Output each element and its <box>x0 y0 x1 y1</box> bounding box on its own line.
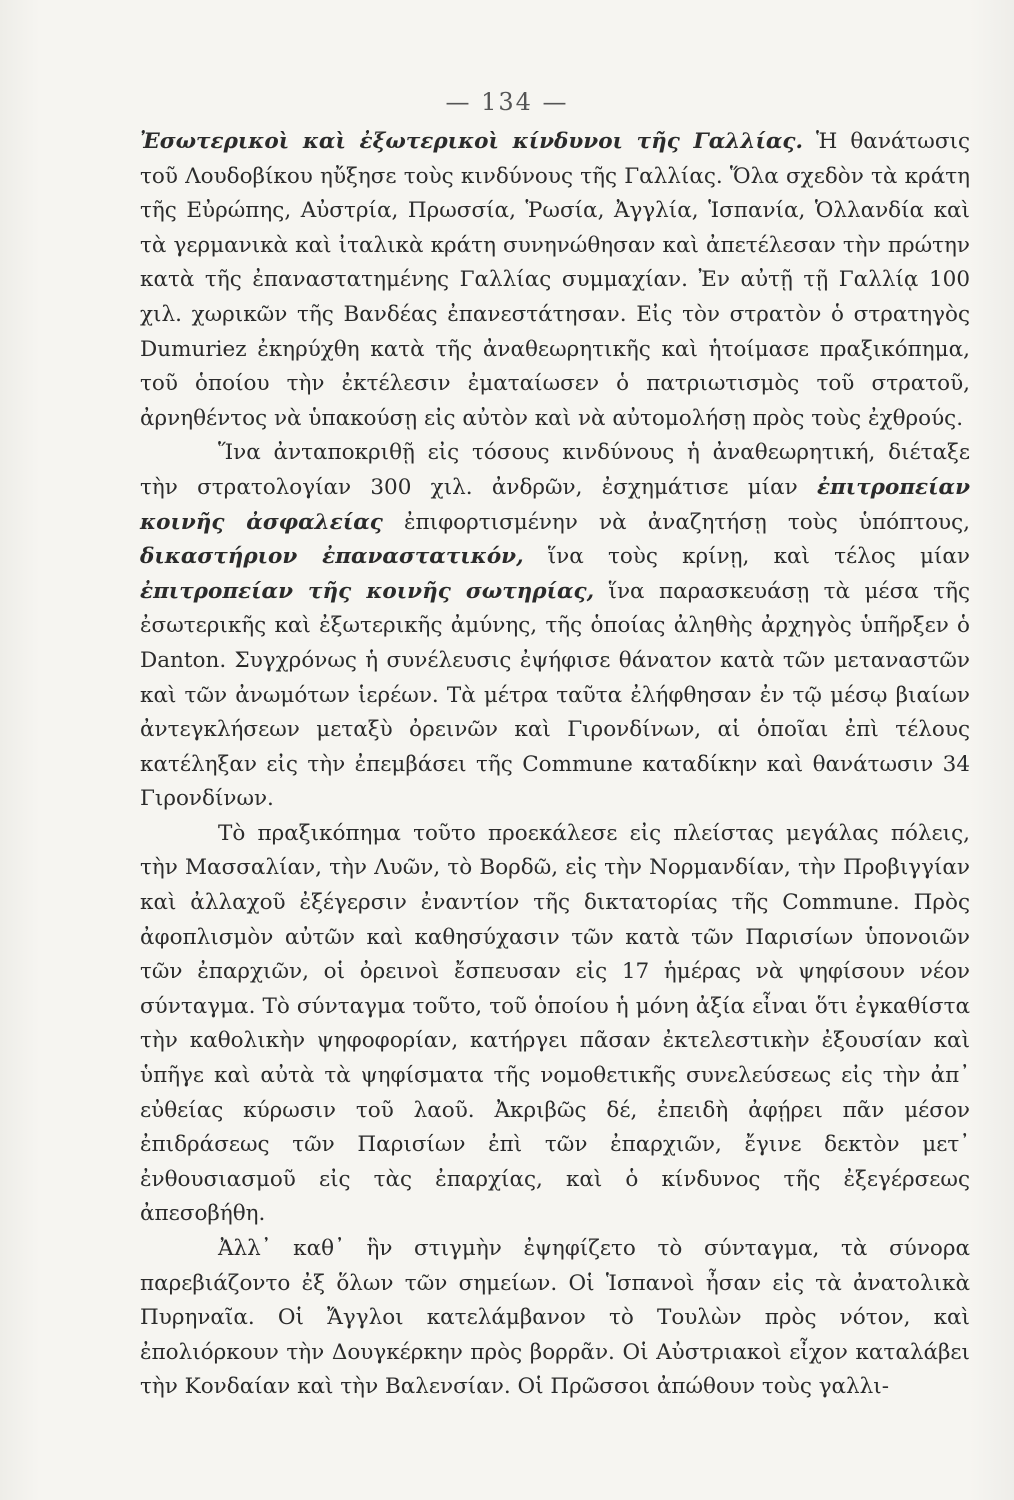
text-run: ἵνα παρασκευάσῃ τὰ μέσα τῆς ἐσωτερικῆς καὶ ἐξωτερικῆς ἀμύνης, τῆς ὁποίας ἀληθὴς ἀρχηγὸς ὑπῆρξεν ὁ Danton. Συγχρόνως ἡ συνέλευσις ἐψήφισε θάνατον κατὰ τῶν μεταναστῶν καὶ τῶν ἀνωμότων ἱερέων. Τὰ μέτρα ταῦτα ἐλήφθησαν ἐν τῷ μέσῳ βιαίων ἀντεγκλήσεων μεταξὺ ὀρεινῶν καὶ Γιρονδίνων, αἱ ὁποῖαι ἐπὶ τέλους κατέληξαν εἰς τὴν ἐπεμβάσει τῆς Commune καταδίκην καὶ θανάτωσιν 34 Γιρονδίνων. <box>140 578 970 812</box>
emphasized-term: Ἐσωτερικοὶ καὶ ἐξωτερικοὶ κίνδυνοι τῆς Γαλλίας. <box>140 129 803 154</box>
paragraph <box>140 125 970 436</box>
body-text <box>140 125 970 1405</box>
text-run: Ἀλλ᾿ καθ᾿ ἣν στιγμὴν ἐψηφίζετο τὸ σύνταγμα, τὰ σύνορα παρεβιάζοντο ἐξ ὅλων τῶν σημείων. Οἱ Ἱσπανοὶ ἦσαν εἰς τὰ ἀνατολικὰ Πυρηναῖα. Οἱ Ἄγγλοι κατελάμβανον τὸ Τουλὼν πρὸς νότον, καὶ ἐπολιόρκουν τὴν Δουγκέρκην πρὸς βορρᾶν. Οἱ Αὐστριακοὶ εἶχον καταλάβει τὴν Κονδαίαν καὶ τὴν Βαλενσίαν. Οἱ Πρῶσσοι ἀπώθουν τοὺς γαλλι- <box>140 1236 970 1400</box>
text-run: Ἵνα ἀνταποκριθῇ εἰς τόσους κινδύνους ἡ ἀναθεωρητική, διέταξε τὴν στρατολογίαν 300 χιλ. ἀνδρῶν, ἐσχημάτισε μίαν <box>140 440 970 500</box>
paragraph <box>140 1232 970 1405</box>
paragraph <box>140 436 970 817</box>
page-number: — 134 — <box>445 88 569 116</box>
text-run: ἵνα τοὺς κρίνῃ, καὶ τέλος μίαν <box>523 544 970 570</box>
paragraph <box>140 817 970 1232</box>
text-run: Ἡ θανάτωσις τοῦ Λουδοβίκου ηὔξησε τοὺς κινδύνους τῆς Γαλλίας. Ὅλα σχεδὸν τὰ κράτη τῆς Εὐρώπης, Αὐστρία, Πρωσσία, Ῥωσία, Ἀγγλία, Ἱσπανία, Ὁλλανδία καὶ τὰ γερμανικὰ καὶ ἰταλικὰ κράτη συνηνώθησαν καὶ ἀπετέλεσαν τὴν πρώτην κατὰ τῆς ἐπαναστατημένης Γαλλίας συμμαχίαν. Ἐν αὐτῇ τῇ Γαλλίᾳ 100 χιλ. χωρικῶν τῆς Βανδέας ἐπανεστάτησαν. Εἰς τὸν στρατὸν ὁ στρατηγὸς Dumuriez ἐκηρύχθη κατὰ τῆς ἀναθεωρητικῆς καὶ ἡτοίμασε πραξικόπημα, τοῦ ὁποίου τὴν ἐκτέλεσιν ἐματαίωσεν ὁ πατριωτισμὸς τοῦ στρατοῦ, ἀρνηθέντος νὰ ὑπακούσῃ εἰς αὐτὸν καὶ νὰ αὐτομολήσῃ πρὸς τοὺς ἐχθρούς. <box>140 129 970 431</box>
emphasized-term: ἐπιτροπείαν τῆς κοινῆς σωτηρίας, <box>140 578 595 604</box>
emphasized-term: ἐπιτροπείαν κοινῆς ἀσφαλείας <box>140 474 970 535</box>
emphasized-term: δικαστήριον ἐπαναστατικόν, <box>140 544 524 570</box>
text-run: Τὸ πραξικόπημα τοῦτο προεκάλεσε εἰς πλείστας μεγάλας πόλεις, τὴν Μασσαλίαν, τὴν Λυῶν, τὸ Βορδῶ, εἰς τὴν Νορμανδίαν, τὴν Προβιγγίαν καὶ ἀλλαχοῦ ἐξέγερσιν ἐναντίον τῆς δικτατορίας τῆς Commune. Πρὸς ἀφοπλισμὸν αὐτῶν καὶ καθησύχασιν τῶν κατὰ τῶν Παρισίων ὑπονοιῶν τῶν ἐπαρχιῶν, οἱ ὀρεινοὶ ἔσπευσαν εἰς 17 ἡμέρας νὰ ψηφίσουν νέον σύνταγμα. Τὸ σύνταγμα τοῦτο, τοῦ ὁποίου ἡ μόνη ἀξία εἶναι ὅτι ἐγκαθίστα τὴν καθολικὴν ψηφοφορίαν, κατήργει πᾶσαν ἐκτελεστικὴν ἐξουσίαν καὶ ὑπῆγε καὶ αὐτὰ τὰ ψηφίσματα τῆς νομοθετικῆς συνελεύσεως εἰς τὴν ἀπ᾿ εὐθείας κύρωσιν τοῦ λαοῦ. Ἀκριβῶς δέ, ἐπειδὴ ἀφῄρει πᾶν μέσον ἐπιδράσεως τῶν Παρισίων ἐπὶ τῶν ἐπαρχιῶν, ἔγινε δεκτὸν μετ᾿ ἐνθουσιασμοῦ εἰς τὰς ἐπαρχίας, καὶ ὁ κίνδυνος τῆς ἐξεγέρσεως ἀπεσοβήθη. <box>140 820 970 1227</box>
text-run: ἐπιφορτισμένην νὰ ἀναζητήσῃ τοὺς ὑπόπτους, <box>382 509 970 535</box>
